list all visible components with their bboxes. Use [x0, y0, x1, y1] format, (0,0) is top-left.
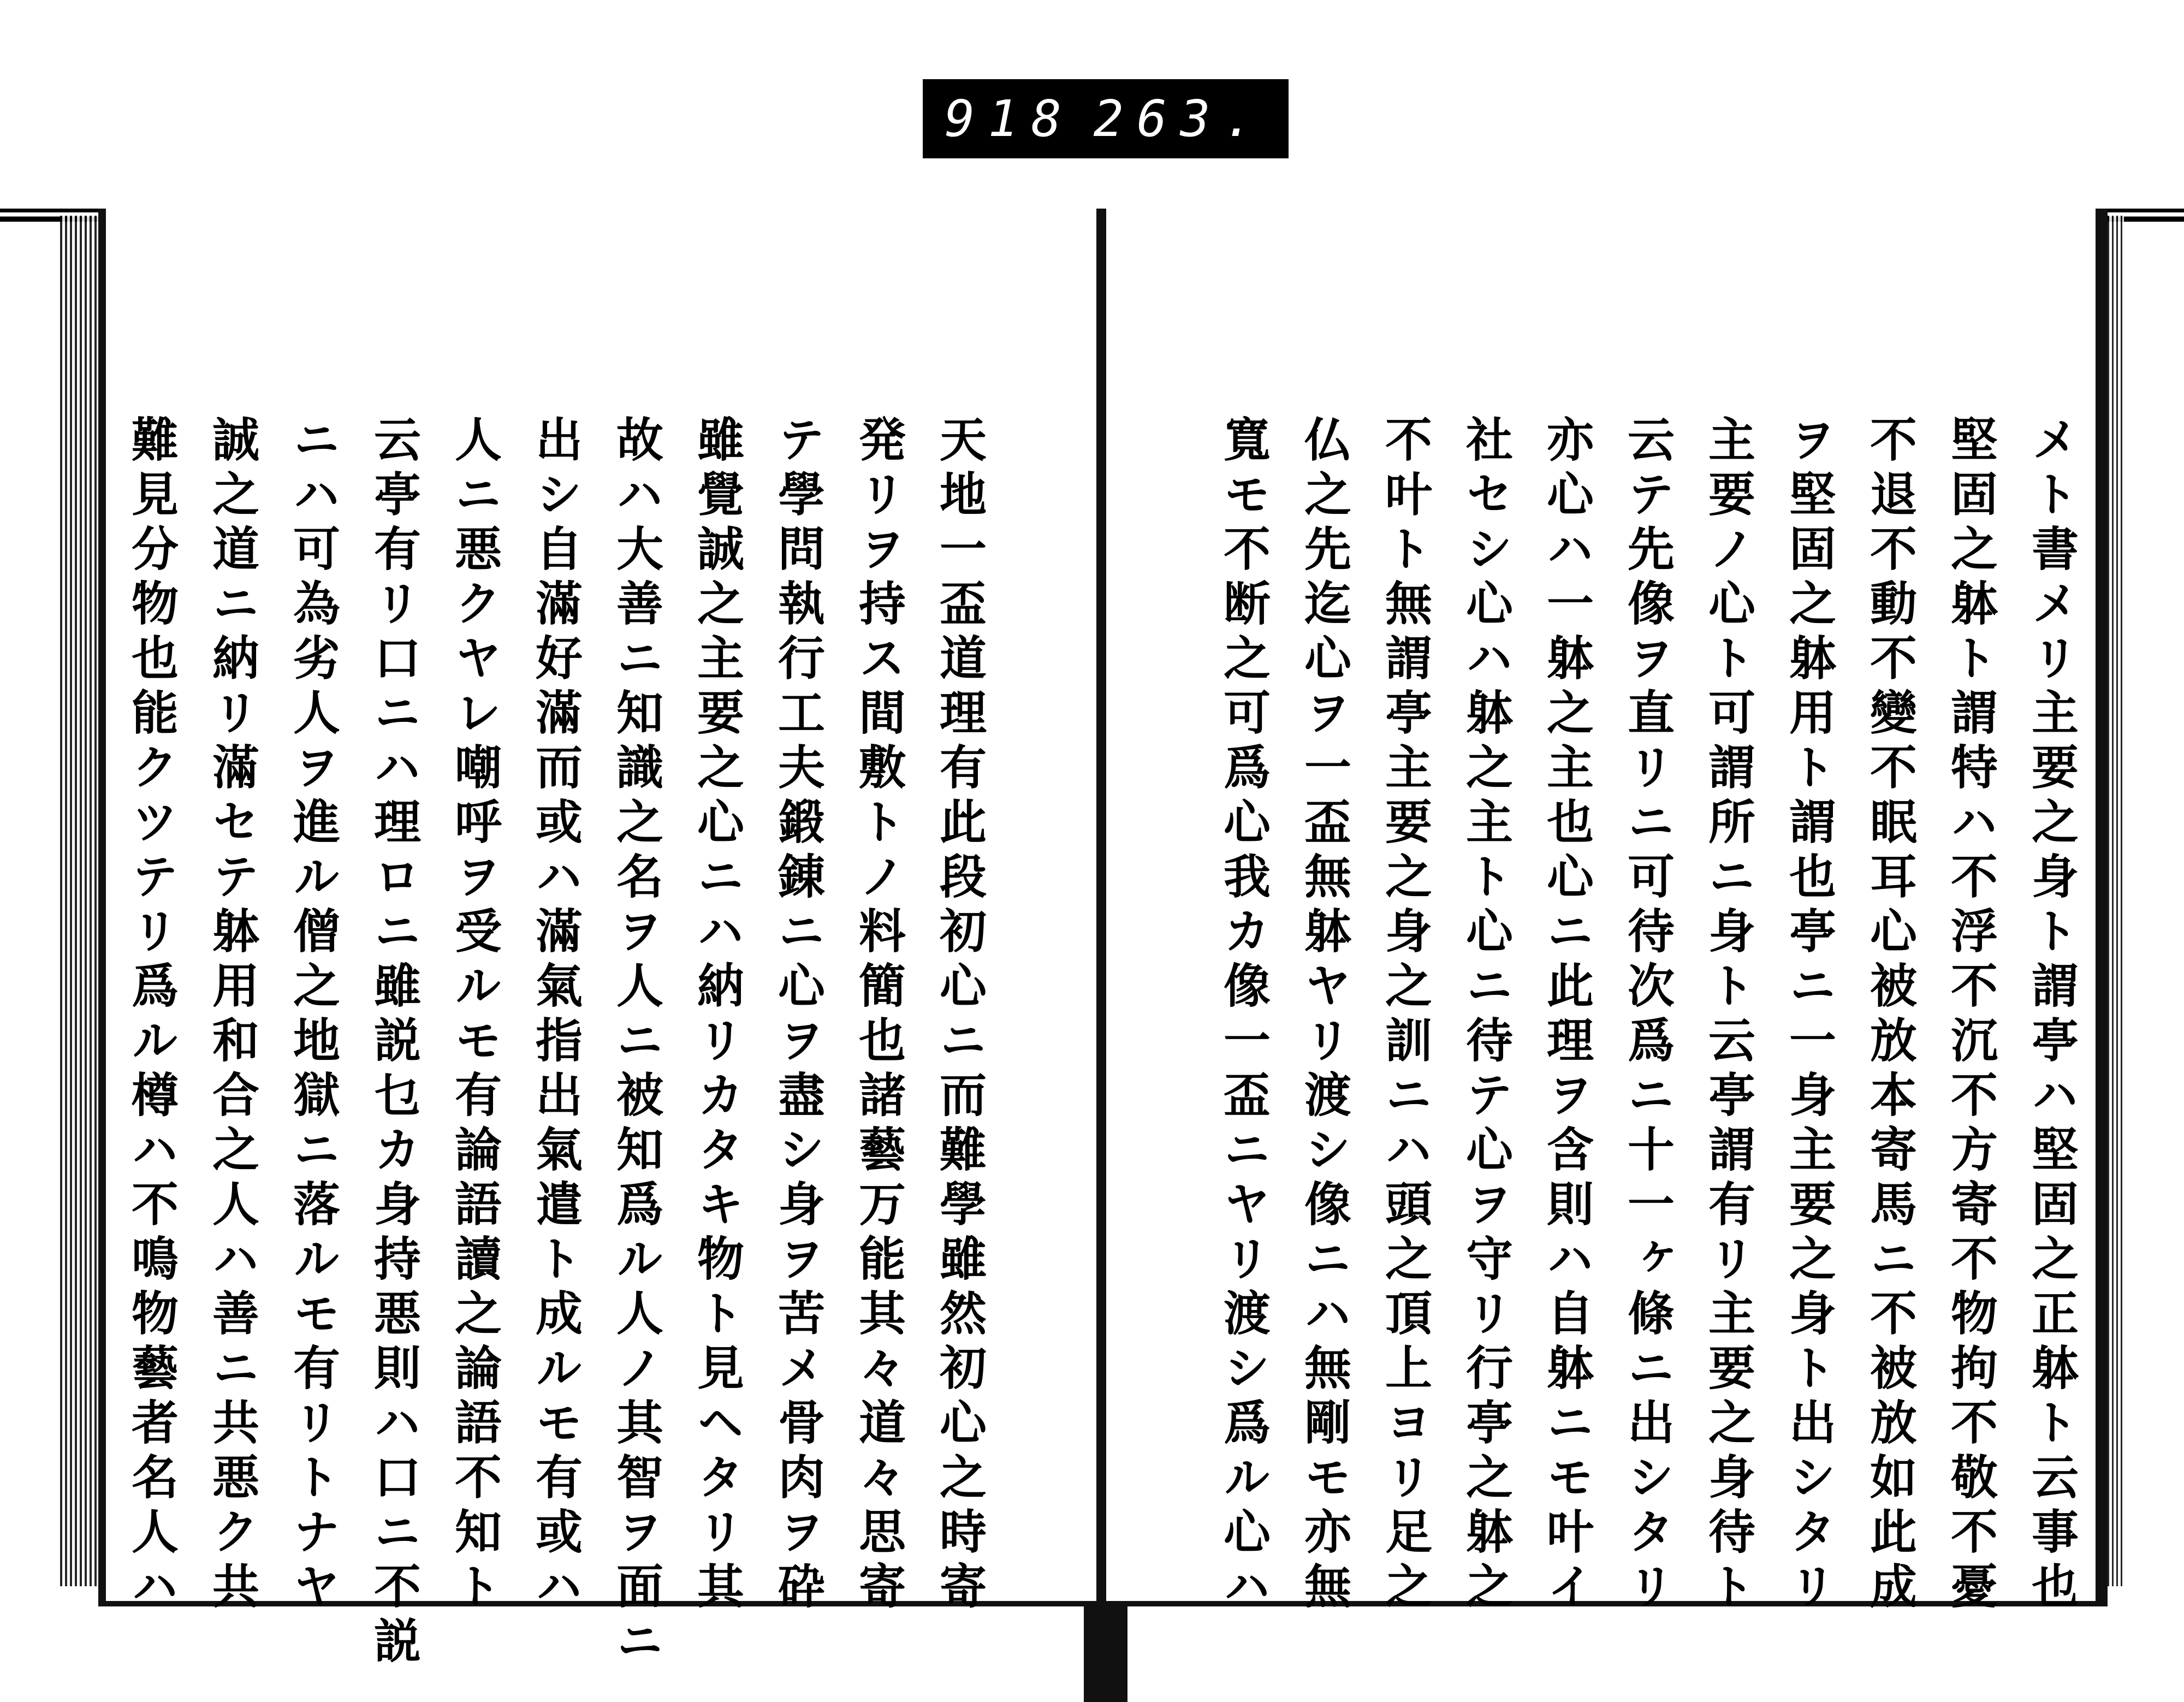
- gutter-tab: [1084, 1605, 1127, 1702]
- text-line: 発リヲ持ス間敷トノ料簡也諸藝万能其々道々思寄: [851, 415, 906, 1616]
- text-line: ヲ堅固之躰用ト謂也𠅘ニ一身主要之身ト出シタリ: [1781, 415, 1836, 1616]
- archive-label: [923, 79, 1289, 158]
- text-line: 主要ノ心ト可謂所ニ身ト云𠅘謂有リ主要之身待ト: [1700, 415, 1755, 1616]
- text-line: 云𠅘有リ口ニハ理ロニ雖説乜カ身持悪則ハ口ニ不説: [366, 415, 421, 1671]
- book-gutter: [1096, 209, 1106, 1606]
- left-page-stack: [60, 216, 98, 1586]
- text-line: 亦心ハ一躰之主也心ニ此理ヲ含則ハ自躰ニモ叶イ: [1539, 415, 1594, 1616]
- text-line: 云テ先像ヲ直リニ可待次爲ニ十一ヶ條ニ出シタリ: [1619, 415, 1675, 1616]
- text-line: ニハ可為劣人ヲ進ル僧之地獄ニ落ルモ有リトナヤ: [285, 415, 340, 1616]
- left-page-text: [115, 415, 999, 1671]
- text-line: 出シ自滿好滿而或ハ滿氣指出氣遣ト成ルモ有或ハ: [527, 415, 583, 1616]
- text-line: 不叶ト無謂𠅘主要之身之訓ニハ頭之頂上ヨリ足之: [1377, 415, 1432, 1616]
- text-line: 社セシ心ハ躰之主ト心ニ待テ心ヲ守リ行𠅘之躰之: [1458, 415, 1513, 1616]
- text-line: 故ハ大善ニ知識之名ヲ人ニ被知爲ル人ノ其智ヲ面ニ: [608, 415, 663, 1671]
- text-line: 仏之先迄心ヲ一盃無躰ヤリ渡シ像ニハ無剛モ亦無: [1296, 415, 1351, 1616]
- text-line: 寬モ不断之可爲心我カ像一盃ニヤリ渡シ爲ル心ハ: [1215, 415, 1271, 1616]
- text-line: 人ニ悪クヤレ嘲呼ヲ受ルモ有論語讀之論語不知ト: [447, 415, 502, 1616]
- text-line: テ學問執行工夫鍛錬ニ心ヲ盡シ身ヲ苦メ骨肉ヲ砕: [770, 415, 825, 1616]
- text-line: 堅固之躰ト謂特ハ不浮不沉不方寄不物拘不敬不憂: [1943, 415, 1998, 1616]
- archive-label-right: 263.: [1093, 90, 1267, 148]
- text-line: 天地一盃道理有此段初心ニ而難學雖然初心之時寄: [931, 415, 987, 1616]
- text-line: 難見分物也能クツテリ爲ル樽ハ不鳴物藝者名人ハ: [123, 415, 179, 1616]
- text-line: 誠之道ニ納リ滿セテ躰用和合之人ハ善ニ共悪ク共: [204, 415, 259, 1616]
- text-line: メト書メリ主要之身ト謂𠅘ハ堅固之正躰ト云事也: [2023, 415, 2079, 1616]
- text-line: 不退不動不變不眠耳心被放本寄馬ニ不被放如此成: [1862, 415, 1917, 1616]
- text-line: 雖覺誠之主要之心ニハ納リカタキ物ト見ヘタリ其: [689, 415, 744, 1616]
- right-page-stack: [2108, 216, 2124, 1586]
- archive-label-left: 918: [945, 90, 1075, 148]
- right-page-text: [1163, 415, 2091, 1616]
